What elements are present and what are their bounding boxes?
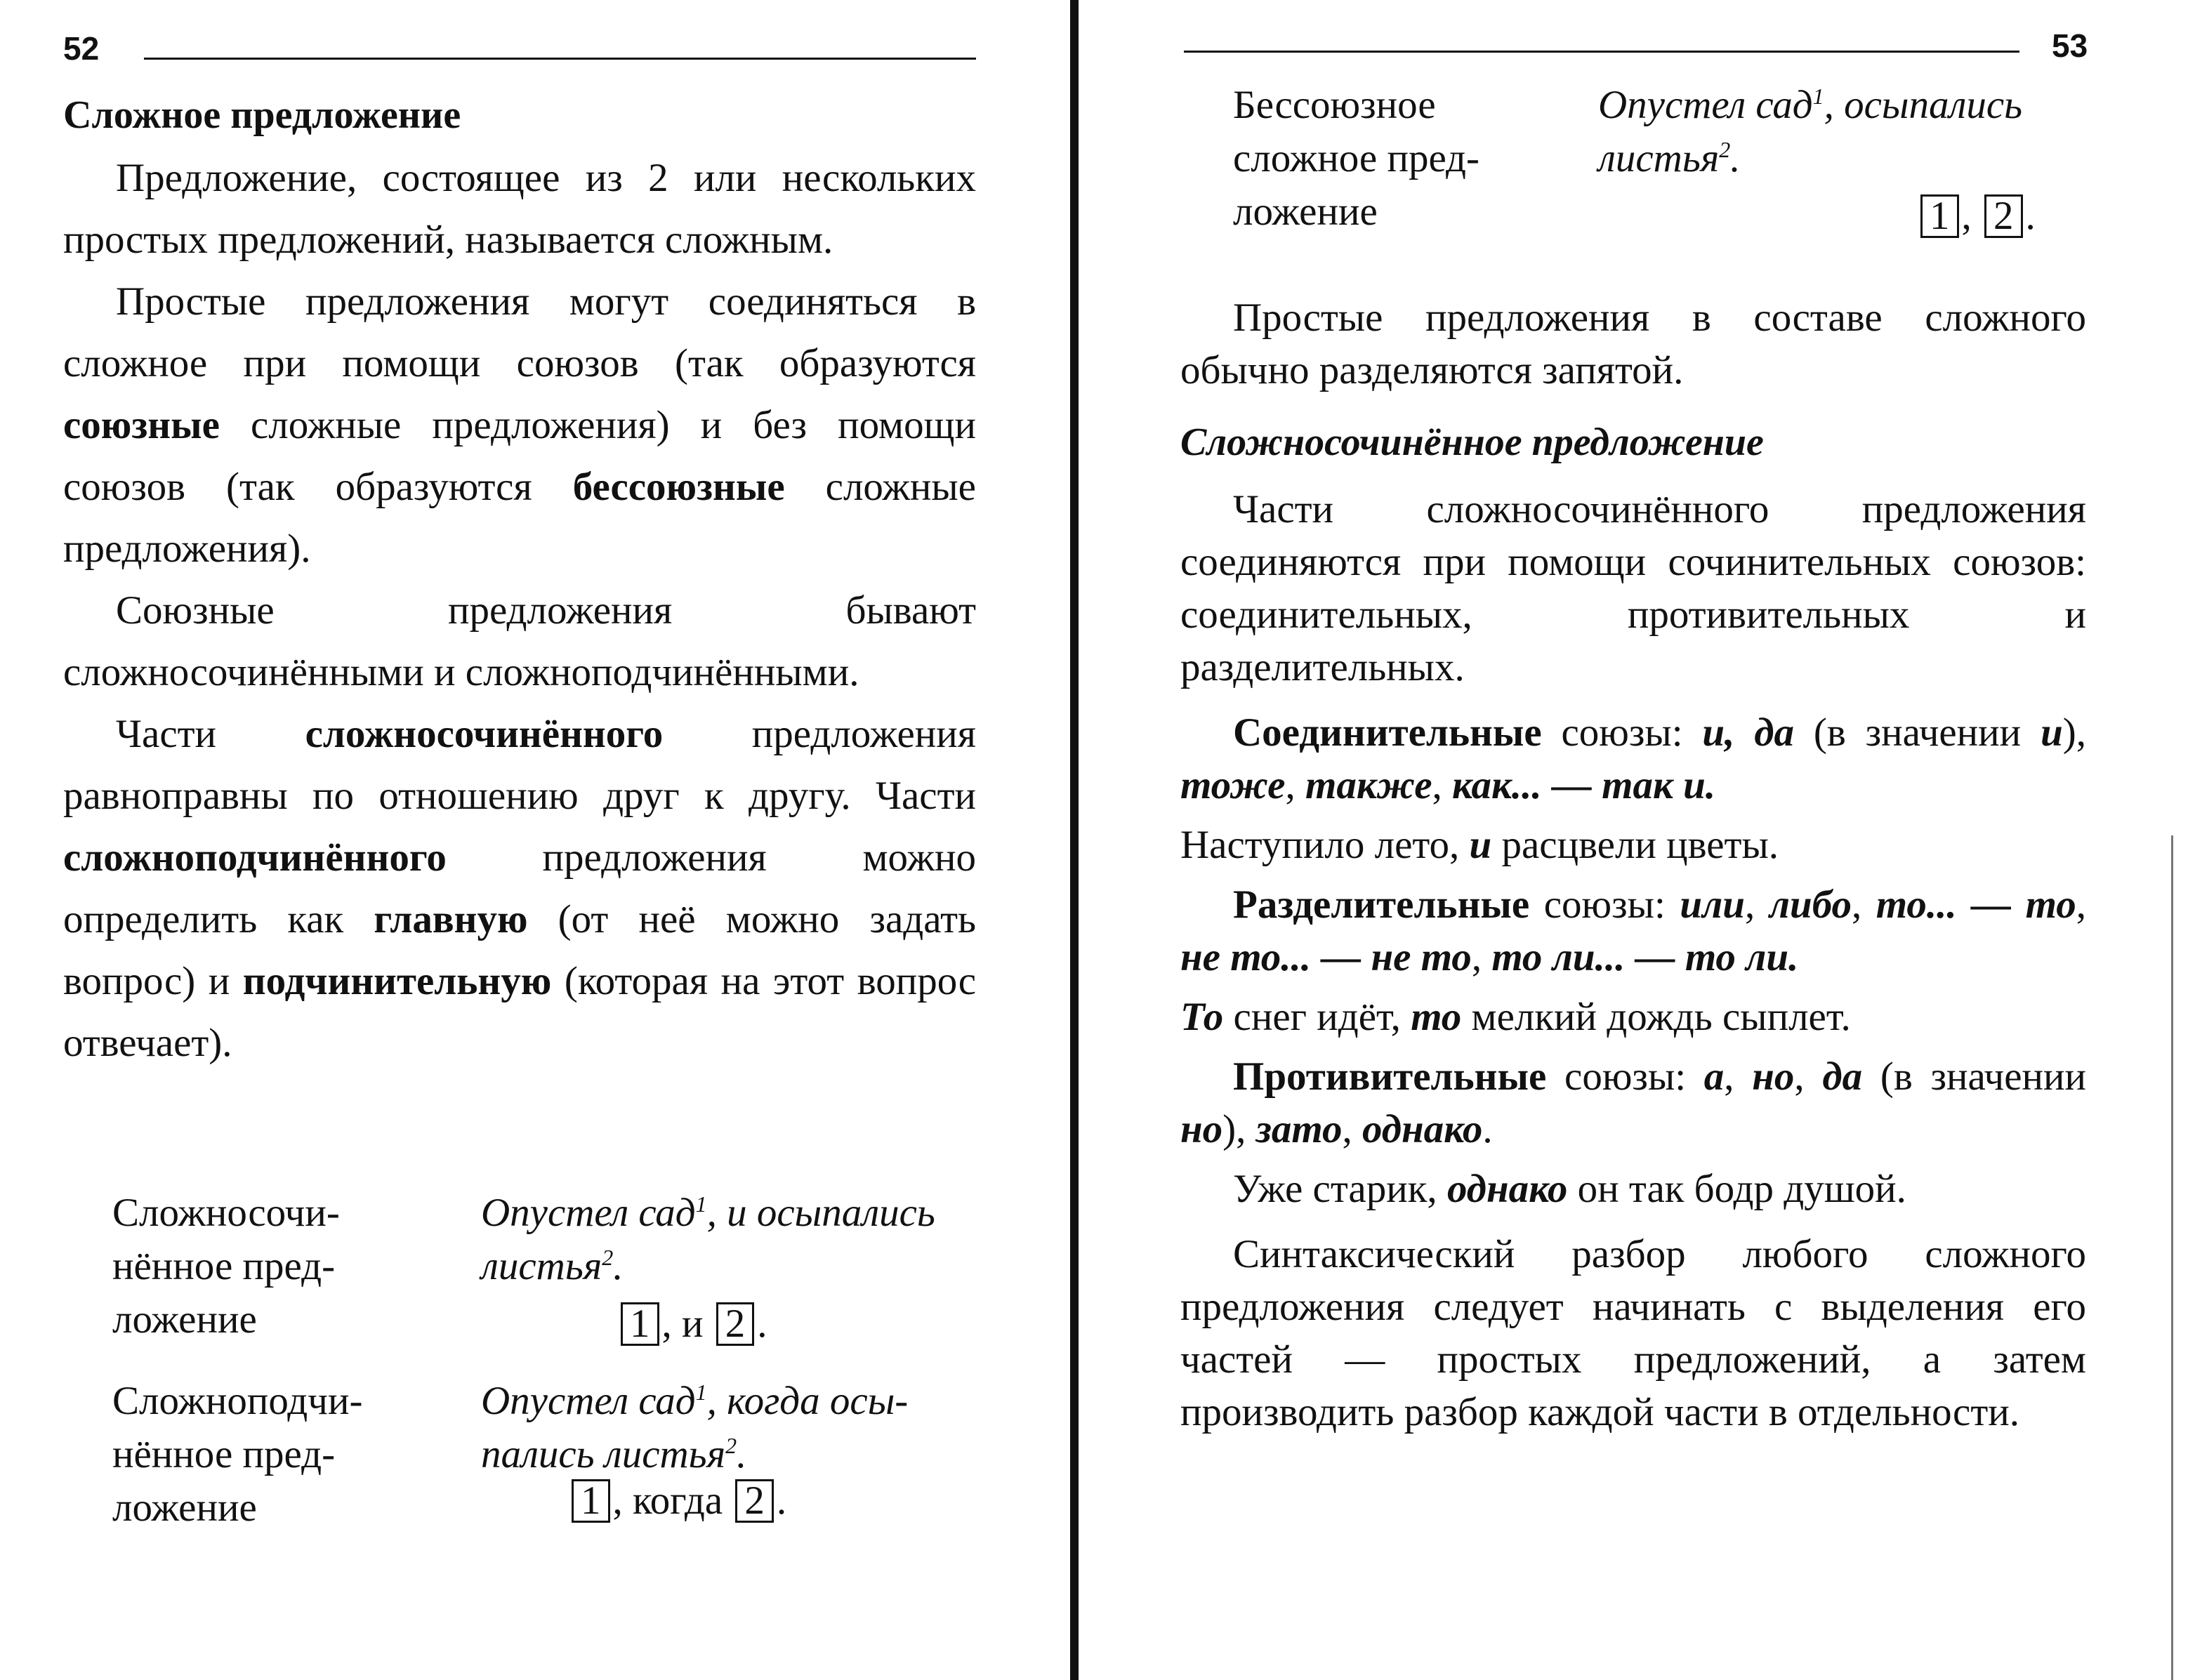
header-rule-right bbox=[1184, 51, 2019, 53]
example-sentence: Опустел сад$^1$, и осыпались листья$^2$. bbox=[481, 1191, 935, 1288]
page-number-left: 52 bbox=[63, 30, 100, 67]
example-label: Сложносочи- нённое пред- ложение bbox=[112, 1191, 340, 1342]
paragraph-adversative: Противительные союзы: а, но, да (в значении но), зато, однако. bbox=[1180, 1054, 2087, 1151]
paragraph-definition: Предложение, состоящее из 2 или нескольких простых предложений, называется сложным. bbox=[63, 156, 976, 262]
paragraph-coordinate-parts: Части сложносочинённого предложения соединяются при помощи сочинительных союзов: соединительных, противительных и разделительных. bbox=[1180, 487, 2086, 689]
book-spine bbox=[1070, 0, 1079, 1680]
page-title: Сложное предложение bbox=[63, 93, 461, 137]
example-disjunctive: То снег идёт, то мелкий дождь сыплет. bbox=[1180, 995, 1851, 1039]
left-page bbox=[0, 0, 1074, 1680]
scheme-box-1: 1 bbox=[621, 1302, 659, 1346]
right-page-text bbox=[1180, 291, 2086, 1438]
paragraph-types: Союзные предложения бывают сложносочинёнными и сложноподчинёнными. bbox=[63, 588, 976, 694]
right-page bbox=[1079, 0, 2195, 1680]
example-sentence: Опустел сад$^1$, когда осы- пались листья$^2$. bbox=[481, 1379, 909, 1476]
paragraph-connective: Соединительные союзы: и, да (в значении и), тоже, также, как... — так и. bbox=[1180, 710, 2086, 807]
example-connective: Наступило лето, и расцвели цветы. bbox=[1180, 823, 1779, 867]
header-rule-left bbox=[144, 58, 976, 60]
example-compound-subordinate bbox=[112, 1375, 983, 1550]
scheme-box-2: 2 bbox=[716, 1302, 755, 1346]
example-label: Бессоюзное сложное пред- ложение bbox=[1233, 83, 1479, 234]
scheme-box-2: 2 bbox=[1984, 194, 2023, 238]
example-sentence: Опустел сад$^1$, осыпались листья$^2$. bbox=[1598, 83, 2023, 180]
page-edge-line bbox=[2171, 835, 2173, 1680]
page-number-right: 53 bbox=[2052, 27, 2088, 64]
paragraph-disjunctive: Разделительные союзы: или, либо, то... — то, не то... — не то, то ли... — то ли. bbox=[1180, 882, 2087, 979]
example-asyndetic bbox=[1233, 79, 2111, 247]
scheme-box-1: 1 bbox=[1920, 194, 1959, 238]
paragraph-parsing: Синтаксический разбор любого сложного предложения следует начинать с выделения его частей — простых предложений, а затем производить разбор каждой части в отдельности. bbox=[1180, 1232, 2086, 1434]
example-adversative: Уже старик, однако он так бодр душой. bbox=[1233, 1167, 1906, 1211]
scheme-box-2: 2 bbox=[735, 1479, 774, 1523]
example-scheme: 1 , 2 . bbox=[1918, 190, 2036, 243]
example-scheme: 1 , когда 2 . bbox=[569, 1474, 786, 1528]
paragraph-union: Простые предложения могут соединяться в сложное при помощи союзов (так образуются союзные сложные предложения) и без помощи союзов (так образуются бессоюзные сложные предложения). bbox=[63, 279, 976, 571]
example-label: Сложноподчи- нённое пред- ложение bbox=[112, 1379, 363, 1530]
paragraph-parts: Части сложносочинённого предложения равноправны по отношению друг к другу. Части сложноподчинённого предложения можно определить как главную (от неё можно задать вопрос) и подчинительную (которая на этот вопрос отвечает). bbox=[63, 712, 976, 1065]
example-scheme: 1 , и 2 . bbox=[618, 1297, 767, 1351]
example-compound-coordinate bbox=[112, 1186, 983, 1362]
paragraph-comma: Простые предложения в составе сложного обычно разделяются запятой. bbox=[1180, 296, 2086, 392]
left-page-text bbox=[63, 83, 976, 1074]
section-subtitle: Сложносочинённое предложение bbox=[1180, 421, 1764, 464]
scheme-box-1: 1 bbox=[572, 1479, 610, 1523]
